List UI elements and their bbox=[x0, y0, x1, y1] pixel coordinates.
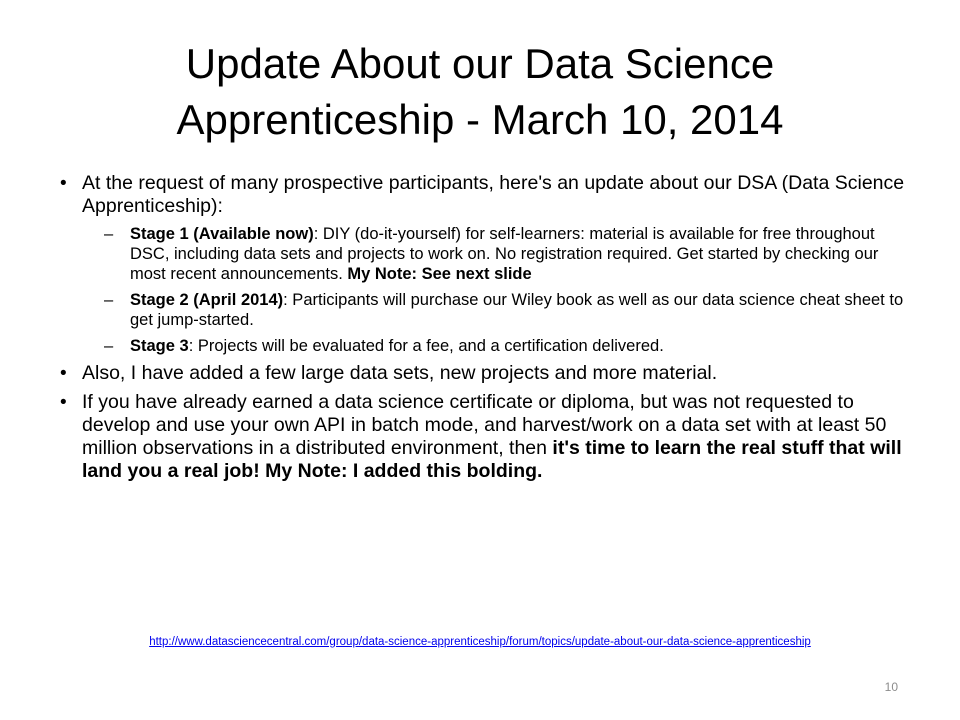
slide-title-line-2: Apprenticeship - March 10, 2014 bbox=[176, 96, 784, 143]
dash-icon: – bbox=[104, 291, 114, 309]
stage-label: Stage 1 (Available now) bbox=[130, 225, 314, 243]
bullet-icon: • bbox=[60, 173, 67, 194]
stage-item-1 bbox=[60, 224, 910, 284]
bullet-text: At the request of many prospective participants, here's an update about our DSA (Data Science Apprenticeship): bbox=[82, 172, 905, 217]
stage-label: Stage 3 bbox=[130, 337, 189, 355]
bullet-bold-text: it's time to learn the real stuff that will land you a real job! My Note: I added this bolding. bbox=[82, 437, 902, 482]
stage-text: : DIY (do-it-yourself) for self-learners: material is available for free throughout DSC, including data sets and projects to work on. No registration required. Get started by checking our most recent announcements. bbox=[130, 225, 879, 283]
bullet-text: Also, I have added a few large data sets, new projects and more material. bbox=[82, 362, 718, 384]
source-link[interactable]: http://www.datasciencecentral.com/group/data-science-apprenticeship/forum/topics/update-about-our-data-science-apprenticeship bbox=[149, 636, 811, 648]
bullet-icon: • bbox=[60, 363, 67, 384]
stage-note: My Note: See next slide bbox=[347, 265, 532, 283]
bullet-icon: • bbox=[60, 392, 67, 413]
stage-text: : Participants will purchase our Wiley book as well as our data science cheat sheet to get jump-started. bbox=[130, 291, 904, 329]
slide-title-line-1: Update About our Data Science bbox=[185, 40, 775, 87]
stage-text: : Projects will be evaluated for a fee, and a certification delivered. bbox=[188, 337, 664, 355]
dash-icon: – bbox=[104, 225, 114, 243]
bullet-item-additions bbox=[60, 362, 910, 385]
stage-list bbox=[60, 224, 910, 356]
stage-label: Stage 2 (April 2014) bbox=[130, 291, 284, 309]
bullet-item-certificate bbox=[60, 391, 910, 483]
bullet-text: If you have already earned a data science certificate or diploma, but was not requested to develop and use your own API in batch mode, and harvest/work on a data set with at least 50 million observations in a distributed environment, then bbox=[82, 391, 887, 459]
stage-item-3 bbox=[60, 336, 910, 356]
slide-title bbox=[60, 36, 900, 148]
stage-item-2 bbox=[60, 290, 910, 330]
dash-icon: – bbox=[104, 337, 114, 355]
slide-body bbox=[60, 172, 910, 489]
bullet-item-request bbox=[60, 172, 910, 218]
page-number: 10 bbox=[884, 680, 898, 694]
